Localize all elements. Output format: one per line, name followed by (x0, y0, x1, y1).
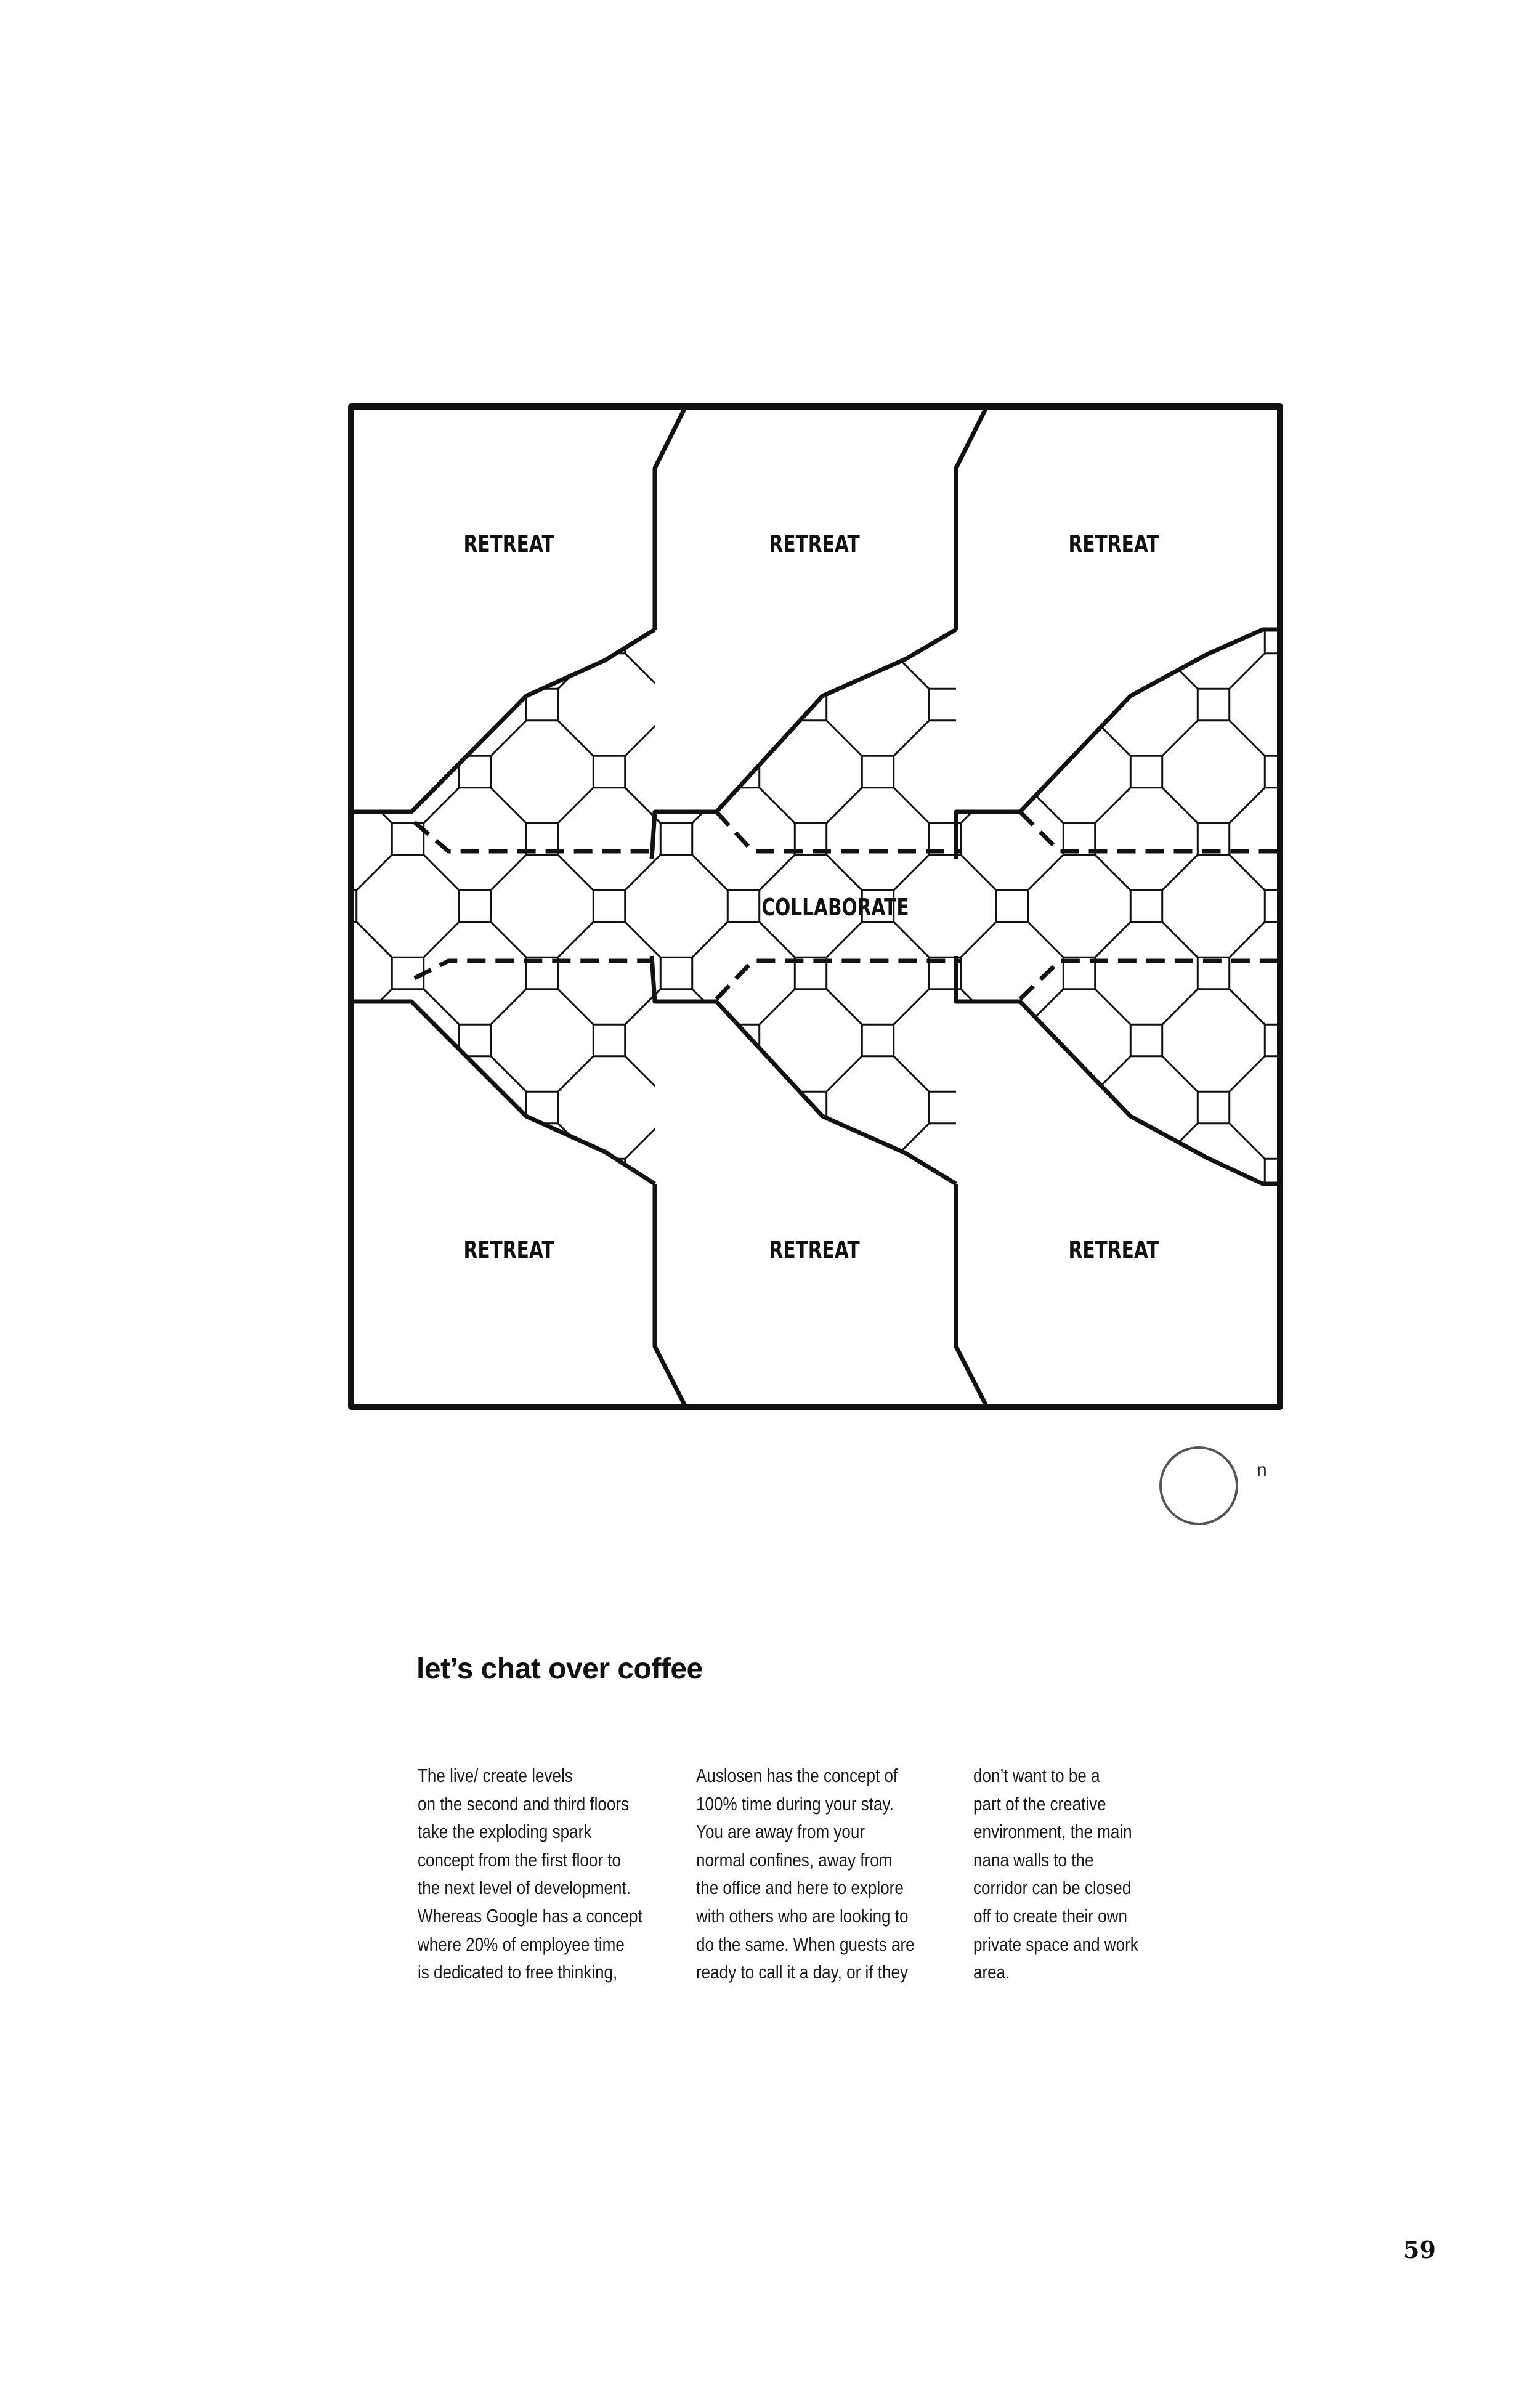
retreat-partition-top-2 (652, 407, 987, 859)
zone-labels (464, 530, 1160, 1264)
zone-label-retreat-top-3: RETREAT (1068, 530, 1159, 559)
body-text-line: Auslosen has the concept of (696, 1765, 898, 1786)
body-text-column-1 (418, 1762, 701, 1986)
body-text-line: off to create their own (973, 1905, 1127, 1927)
zone-label-retreat-top-1: RETREAT (463, 530, 554, 559)
body-text-line: the office and here to explore (696, 1877, 904, 1899)
body-text-line: The live/ create levels (418, 1765, 573, 1786)
body-text-line: area. (973, 1961, 1010, 1983)
north-label: n (1257, 1460, 1267, 1480)
body-text-line: part of the creative (973, 1792, 1106, 1815)
body-text-line: environment, the main (973, 1821, 1132, 1843)
body-text-line: corridor can be closed (973, 1877, 1132, 1899)
body-text-line: where 20% of employee time (418, 1933, 625, 1955)
body-text-line: ready to call it a day, or if they (696, 1961, 908, 1983)
body-text-column-2 (696, 1762, 979, 1986)
body-text-line: 100% time during your stay. (696, 1792, 894, 1815)
retreat-partition-bottom-1 (351, 1002, 686, 1407)
article-title: let’s chat over coffee (416, 1653, 703, 1685)
octagon-tile-lines (325, 487, 1540, 1427)
zone-label-retreat-bottom-2: RETREAT (769, 1236, 860, 1265)
retreat-partition-top-1 (351, 407, 686, 812)
body-text-line: do the same. When guests are (696, 1933, 915, 1955)
body-text-line: Whereas Google has a concept (418, 1905, 642, 1927)
zone-label-retreat-bottom-1: RETREAT (463, 1236, 554, 1265)
body-text-line: private space and work (973, 1933, 1138, 1955)
body-text-line: on the second and third floors (418, 1792, 630, 1815)
north-compass-icon (1161, 1448, 1237, 1524)
retreat-partition-bottom-2 (652, 956, 987, 1407)
body-text-line: nana walls to the (973, 1848, 1094, 1871)
body-text-line: the next level of development. (418, 1877, 631, 1899)
body-text-line: with others who are looking to (696, 1905, 909, 1927)
zone-label-collaborate: COLLABORATE (761, 894, 909, 922)
body-text-line: is dedicated to free thinking, (418, 1961, 618, 1983)
body-text-line: normal confines, away from (696, 1848, 893, 1871)
tile-pattern (325, 487, 1540, 1427)
zone-label-retreat-bottom-3: RETREAT (1068, 1236, 1159, 1265)
tile-region (325, 487, 1540, 1427)
zone-label-retreat-top-2: RETREAT (769, 530, 860, 559)
body-text-line: take the exploding spark (418, 1821, 592, 1843)
page-number: 59 (1403, 2236, 1436, 2264)
body-text-line: concept from the first floor to (418, 1848, 621, 1871)
dashed-line-upper (415, 812, 1278, 851)
dashed-line-lower (415, 961, 1278, 999)
body-text-line: don’t want to be a (973, 1765, 1100, 1786)
body-text-line: You are away from your (696, 1821, 865, 1843)
body-text-column-3 (973, 1762, 1257, 1986)
